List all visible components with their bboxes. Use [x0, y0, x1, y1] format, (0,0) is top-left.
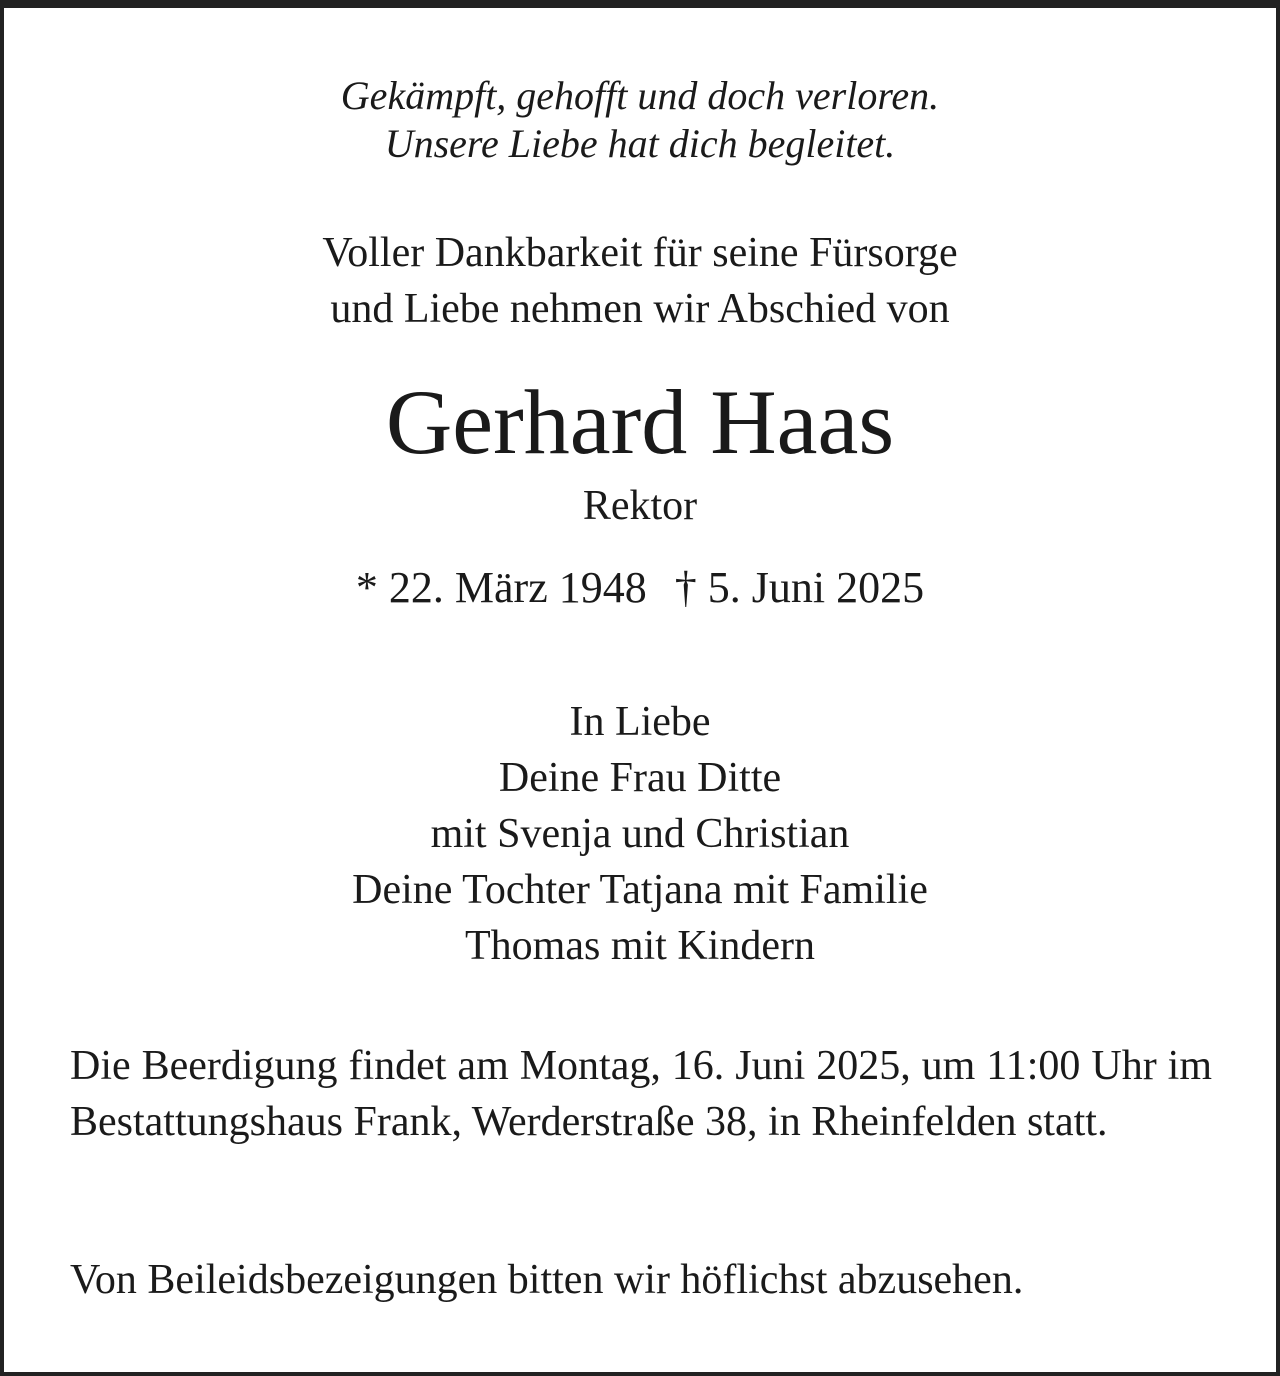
family-line: In Liebe	[569, 699, 711, 745]
family-line: Thomas mit Kindern	[465, 923, 815, 969]
life-dates	[0, 561, 1280, 615]
motto	[0, 72, 1280, 168]
funeral-details: Die Beerdigung findet am Montag, 16. Juni 2025, um 11:00 Uhr im Bestattungshaus Frank, Werderstraße 38, in Rheinfelden statt.	[70, 1043, 1212, 1145]
intro-text	[0, 225, 1280, 337]
intro-line-1: Voller Dankbarkeit für seine Fürsorge	[322, 230, 958, 276]
family-line: Deine Frau Ditte	[498, 755, 782, 801]
family-line: mit Svenja und Christian	[430, 811, 850, 857]
deceased-title: Rektor	[582, 483, 698, 529]
family-line: Deine Tochter Tatjana mit Familie	[352, 867, 928, 913]
birth-date: * 22. März 1948	[355, 563, 647, 612]
intro-line-2: und Liebe nehmen wir Abschied von	[330, 286, 950, 332]
motto-line-2: Unsere Liebe hat dich begleitet.	[384, 121, 896, 166]
death-date: † 5. Juni 2025	[674, 563, 925, 612]
condolence-note: Von Beileidsbezeigungen bitten wir höflichst abzusehen.	[70, 1257, 1024, 1303]
family-signature	[0, 694, 1280, 974]
motto-line-1: Gekämpft, gehofft und doch verloren.	[340, 73, 940, 118]
deceased-name: Gerhard Haas	[385, 371, 895, 473]
